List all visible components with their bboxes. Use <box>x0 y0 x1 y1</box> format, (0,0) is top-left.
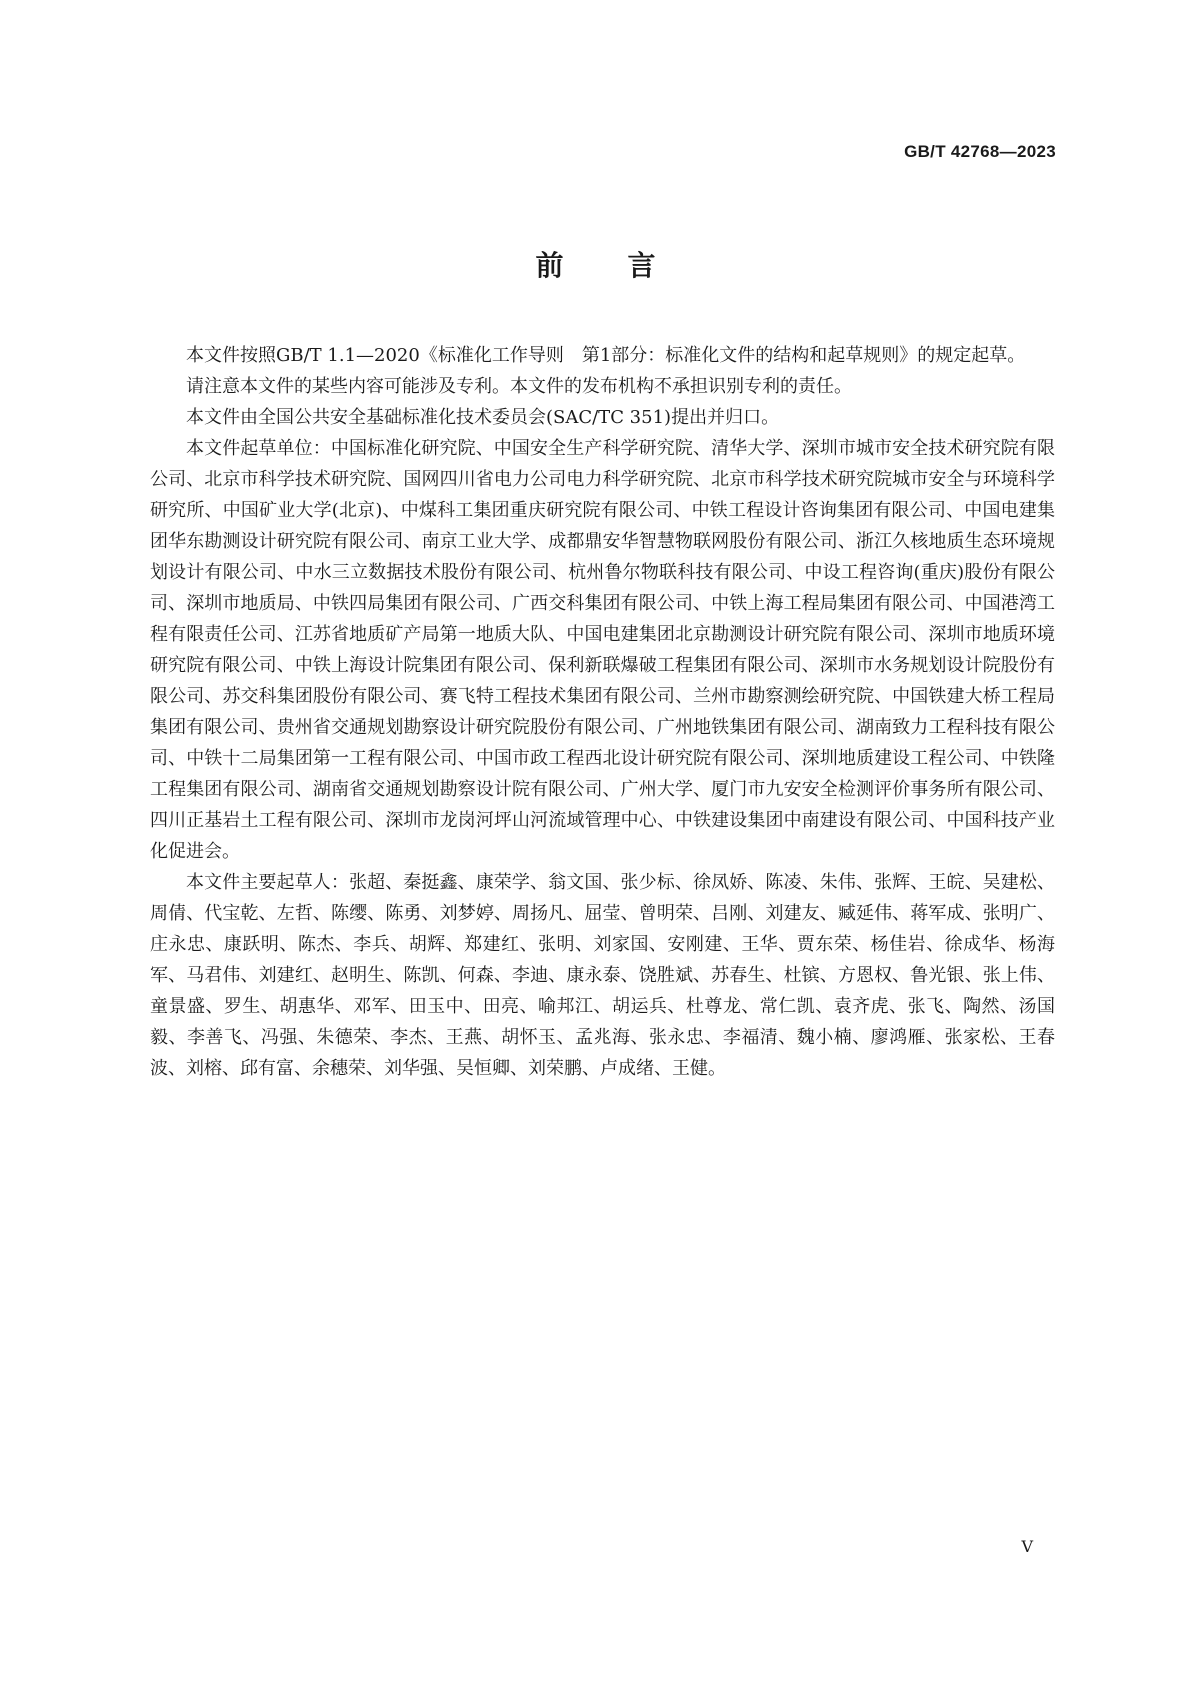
paragraph-drafters: 本文件主要起草人：张超、秦挺鑫、康荣学、翁文国、张少标、徐凤娇、陈凌、朱伟、张辉、王皖、吴建松、周倩、代宝乾、左哲、陈缨、陈勇、刘梦婷、周扬凡、屈莹、曾明荣、吕刚、刘建友、臧延伟、蒋军成、张明广、庄永忠、康跃明、陈杰、李兵、胡辉、郑建红、张明、刘家国、安刚建、王华、贾东荣、杨佳岩、徐成华、杨海军、马君伟、刘建红、赵明生、陈凯、何森、李迪、康永泰、饶胜斌、苏春生、杜镔、方恩权、鲁光银、张上伟、童景盛、罗生、胡惠华、邓军、田玉中、田亮、喻邦江、胡运兵、杜尊龙、常仁凯、袁齐虎、张飞、陶然、汤国毅、李善飞、冯强、朱德荣、李杰、王燕、胡怀玉、孟兆海、张永忠、李福清、魏小楠、廖鸿雁、张家松、王春波、刘榕、邱有富、余穗荣、刘华强、吴恒卿、刘荣鹏、卢成绪、王健。 <box>150 872 1055 1079</box>
paragraph-drafting-rules: 本文件按照GB/T 1.1—2020《标准化工作导则 第1部分：标准化文件的结构和起草规则》的规定起草。 <box>186 345 1026 366</box>
page-number: V <box>1021 1537 1033 1556</box>
page-title: 前言 <box>535 249 720 282</box>
paragraph-patent-notice: 请注意本文件的某些内容可能涉及专利。本文件的发布机构不承担识别专利的责任。 <box>186 376 852 397</box>
document-body <box>150 340 1055 1084</box>
standard-number: GB/T 42768—2023 <box>904 142 1056 161</box>
paragraph-drafting-units: 本文件起草单位：中国标准化研究院、中国安全生产科学研究院、清华大学、深圳市城市安全技术研究院有限公司、北京市科学技术研究院、国网四川省电力公司电力科学研究院、北京市科学技术研究院城市安全与环境科学研究所、中国矿业大学(北京)、中煤科工集团重庆研究院有限公司、中铁工程设计咨询集团有限公司、中国电建集团华东勘测设计研究院有限公司、南京工业大学、成都鼎安华智慧物联网股份有限公司、浙江久核地质生态环境规划设计有限公司、中水三立数据技术股份有限公司、杭州鲁尔物联科技有限公司、中设工程咨询(重庆)股份有限公司、深圳市地质局、中铁四局集团有限公司、广西交科集团有限公司、中铁上海工程局集团有限公司、中国港湾工程有限责任公司、江苏省地质矿产局第一地质大队、中国电建集团北京勘测设计研究院有限公司、深圳市地质环境研究院有限公司、中铁上海设计院集团有限公司、保利新联爆破工程集团有限公司、深圳市水务规划设计院股份有限公司、苏交科集团股份有限公司、赛飞特工程技术集团有限公司、兰州市勘察测绘研究院、中国铁建大桥工程局集团有限公司、贵州省交通规划勘察设计研究院股份有限公司、广州地铁集团有限公司、湖南致力工程科技有限公司、中铁十二局集团第一工程有限公司、中国市政工程西北设计研究院有限公司、深圳地质建设工程公司、中铁隆工程集团有限公司、湖南省交通规划勘察设计院有限公司、广州大学、厦门市九安安全检测评价事务所有限公司、四川正基岩土工程有限公司、深圳市龙岗河坪山河流域管理中心、中铁建设集团中南建设有限公司、中国科技产业化促进会。 <box>150 438 1055 862</box>
paragraph-committee: 本文件由全国公共安全基础标准化技术委员会(SAC/TC 351)提出并归口。 <box>186 407 780 428</box>
